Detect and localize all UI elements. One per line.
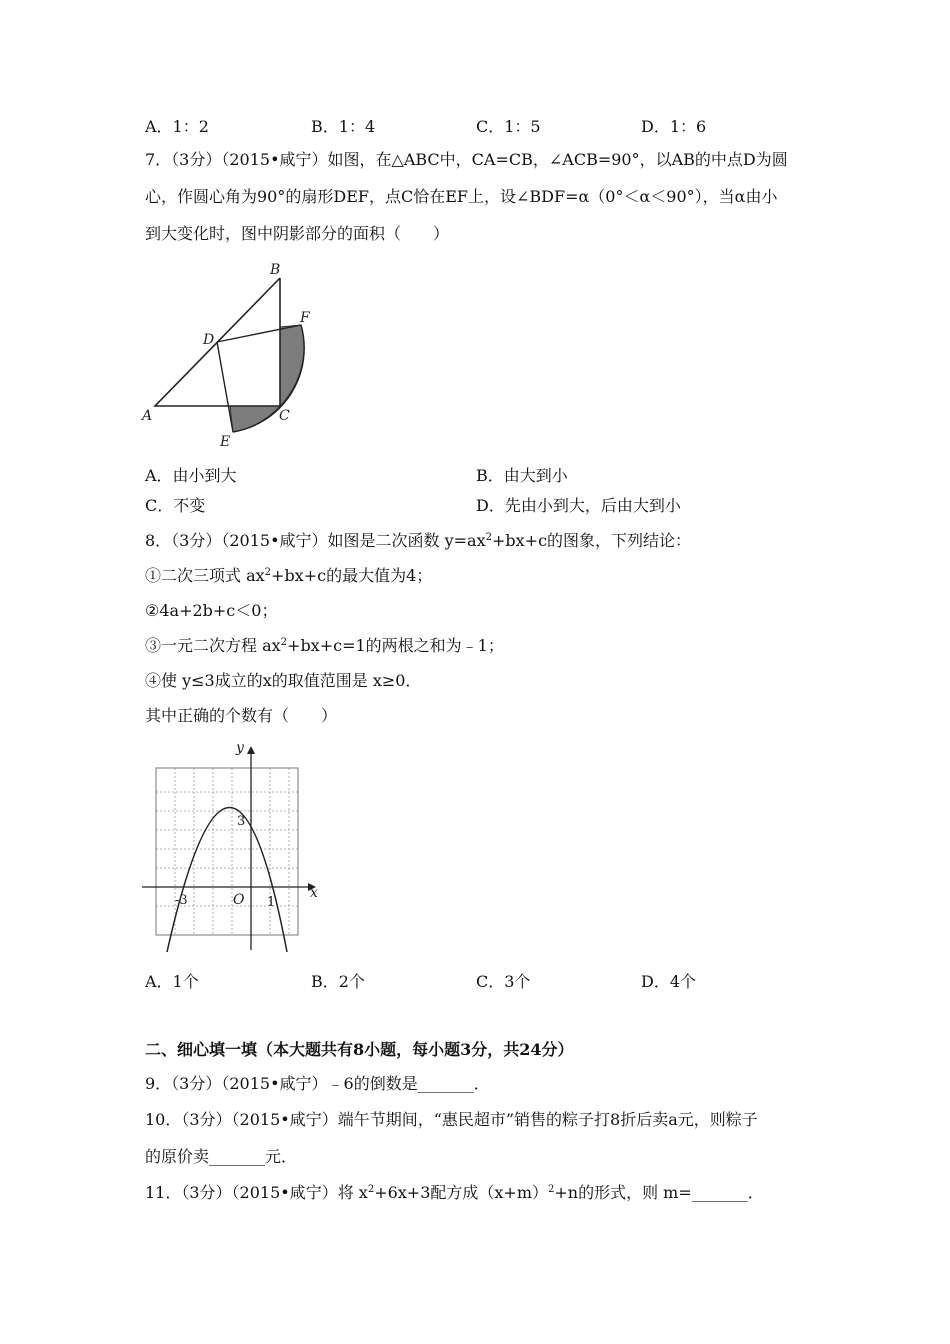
q8-option-c: C．3个 [476,972,531,991]
q10-stem-line2: 的原价卖_______元． [145,1147,298,1166]
q8-label-x: x [310,885,318,901]
q11-stem: 11．（3分）（2015•咸宁）将 $x^2+6x+3$配方成$(x+m)^2+n$的形式，则 m=_______． [145,1183,764,1202]
q7-stem-line2: 心，作圆心角为90°的扇形DEF，点C恰在EF上，设∠BDF=α（0°＜α＜90°），当α由小 [145,187,778,206]
q7-stem-line1: 7．（3分）（2015•咸宁）如图，在△ABC中，CA=CB，∠ACB=90°，以AB的中点D为圆 [145,150,788,169]
q8-label-y: y [236,740,244,756]
q8-parabola [167,808,287,953]
q7-label-c: C [279,408,290,424]
q8-option-d: D．4个 [641,972,697,991]
q8-stem: 8．（3分）（2015•咸宁）如图是二次函数 $y=ax^2+bx+c$的图象，下列结论： [145,531,692,550]
q8-label-origin: O [233,892,245,908]
q7-option-a: A．由小到大 [145,466,237,485]
q8-question: 其中正确的个数有（ ） [145,706,338,725]
q7-label-e: E [220,434,231,450]
q8-option-b: B．2个 [311,972,365,991]
q8-label-3: 3 [237,814,246,829]
q8-y-axis-arrow [247,746,255,754]
q7-stem-line3: 到大变化时，图中阴影部分的面积（ ） [145,224,450,243]
q7-option-b: B．由大到小 [476,466,568,485]
q6-option-c: C．1：5 [476,117,541,136]
q7-figure [140,258,320,453]
q9-stem: 9．（3分）（2015•咸宁）﹣6的倒数是_______． [145,1074,490,1093]
q6-option-b: B．1：4 [311,117,376,136]
q8-option-a: A．1个 [145,972,199,991]
q7-option-d: D．先由小到大，后由大到小 [476,496,681,515]
q7-segment-de [217,342,233,432]
q7-label-d: D [203,332,215,348]
q7-shaded-region-lower [230,406,280,432]
q7-shaded-region-upper [280,325,304,406]
q7-option-c: C．不变 [145,496,206,515]
q7-label-a: A [142,408,153,424]
q6-option-d: D．1：6 [641,117,707,136]
q6-option-a: A．1：2 [145,117,209,136]
q7-label-b: B [270,262,281,278]
q8-statement-4: ④使 y≤3成立的x的取值范围是 x≥0． [145,671,422,690]
q8-graph [140,738,325,956]
q8-label-1: 1 [267,895,276,910]
q10-stem-line1: 10．（3分）（2015•咸宁）端午节期间，“惠民超市”销售的粽子打8折后卖a元，则粽子 [145,1110,758,1129]
q8-statement-1: ①二次三项式 $ax^2+bx+c$的最大值为4； [145,566,433,585]
q8-statement-2: ②4a+2b+c＜0； [145,601,278,620]
q8-label-neg3: -3 [175,893,188,908]
section-2-heading: 二、细心填一填（本大题共有8小题，每小题3分，共24分） [145,1040,574,1059]
q7-label-f: F [300,310,310,326]
q8-statement-3: ③一元二次方程 $ax^2+bx+c=1$的两根之和为﹣1； [145,636,504,655]
